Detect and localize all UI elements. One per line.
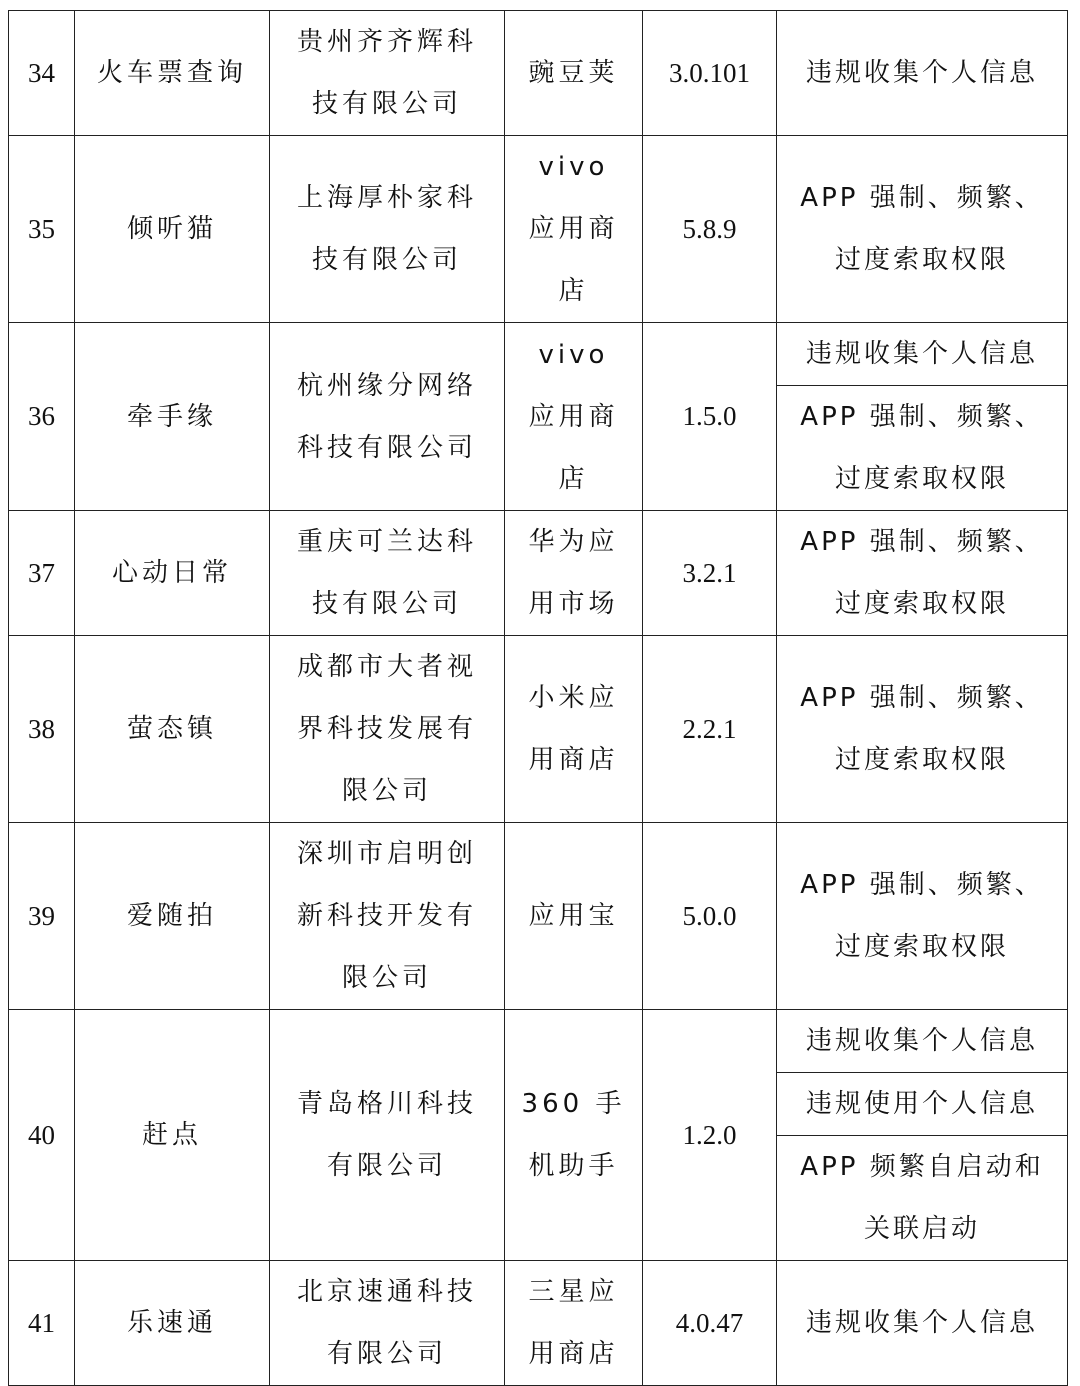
app-store: 小米应用商店 [528,683,619,775]
company-cell [270,136,505,323]
app-name: 牵手缘 [75,323,270,511]
company-cell [270,1261,505,1386]
row-number: 37 [9,511,75,636]
company-name: 深圳市启明创新科技开发有限公司 [296,839,477,993]
issue-text: 违规使用个人信息 [805,1089,1038,1119]
app-version: 3.0.101 [643,11,777,136]
company-name: 北京速通科技有限公司 [296,1277,477,1369]
company-name: 上海厚朴家科技有限公司 [296,183,477,275]
app-name: 萤态镇 [75,636,270,823]
issue-text: APP 频繁自启动和关联启动 [800,1152,1044,1244]
app-name: 火车票查询 [75,11,270,136]
app-version: 4.0.47 [643,1261,777,1386]
store-cell [505,636,643,823]
app-name: 赶点 [75,1010,270,1261]
company-cell [270,11,505,136]
store-cell [505,1010,643,1261]
table-row [9,1261,1068,1386]
issue-text: APP 强制、频繁、过度索取权限 [800,183,1044,275]
table-row [9,511,1068,636]
issue-text: APP 强制、频繁、过度索取权限 [800,402,1044,494]
table-row [9,136,1068,323]
company-name: 青岛格川科技有限公司 [296,1089,477,1181]
store-cell [505,323,643,511]
app-version: 1.2.0 [643,1010,777,1261]
issue-cell [777,636,1068,823]
store-cell [505,1261,643,1386]
app-store: 豌豆荚 [528,58,619,88]
app-store: 应用宝 [528,901,619,931]
issue-cell [777,1073,1068,1136]
issue-text: 违规收集个人信息 [805,58,1038,88]
row-number: 39 [9,823,75,1010]
app-store: 华为应用市场 [528,527,619,619]
company-name: 杭州缘分网络科技有限公司 [296,370,477,463]
table-row [9,1010,1068,1073]
app-store: 360 手机助手 [521,1089,626,1181]
issue-text: APP 强制、频繁、过度索取权限 [800,527,1044,619]
table-row [9,323,1068,386]
app-violation-table [8,10,1068,1386]
company-name: 贵州齐齐辉科技有限公司 [296,27,477,119]
app-name: 爱随拍 [75,823,270,1010]
issue-cell [777,511,1068,636]
row-number: 38 [9,636,75,823]
app-store: 三星应用商店 [528,1277,619,1369]
app-version: 1.5.0 [643,323,777,511]
store-cell [505,823,643,1010]
company-cell [270,511,505,636]
issue-cell [777,823,1068,1010]
app-store: vivo 应用商店 [528,152,619,306]
app-store: vivo 应用商店 [528,339,619,494]
issue-cell [777,1136,1068,1261]
app-version: 5.8.9 [643,136,777,323]
row-number: 41 [9,1261,75,1386]
company-cell [270,323,505,511]
issue-text: APP 强制、频繁、过度索取权限 [800,683,1044,775]
issue-text: 违规收集个人信息 [805,339,1038,369]
table-row [9,823,1068,1010]
issue-cell [777,1010,1068,1073]
issue-cell [777,1261,1068,1386]
company-cell [270,1010,505,1261]
store-cell [505,136,643,323]
issue-cell [777,323,1068,386]
table-row [9,636,1068,823]
row-number: 35 [9,136,75,323]
issue-text: 违规收集个人信息 [805,1026,1038,1056]
store-cell [505,511,643,636]
table-row [9,11,1068,136]
app-name: 倾听猫 [75,136,270,323]
app-version: 5.0.0 [643,823,777,1010]
issue-text: 违规收集个人信息 [805,1308,1038,1338]
issue-cell [777,136,1068,323]
row-number: 34 [9,11,75,136]
issue-cell [777,11,1068,136]
store-cell [505,11,643,136]
app-name: 乐速通 [75,1261,270,1386]
issue-text: APP 强制、频繁、过度索取权限 [800,870,1044,962]
row-number: 40 [9,1010,75,1261]
app-version: 2.2.1 [643,636,777,823]
row-number: 36 [9,323,75,511]
company-cell [270,636,505,823]
company-name: 重庆可兰达科技有限公司 [296,527,477,619]
company-cell [270,823,505,1010]
company-name: 成都市大者视界科技发展有限公司 [296,652,477,806]
app-name: 心动日常 [75,511,270,636]
app-version: 3.2.1 [643,511,777,636]
issue-cell [777,386,1068,511]
